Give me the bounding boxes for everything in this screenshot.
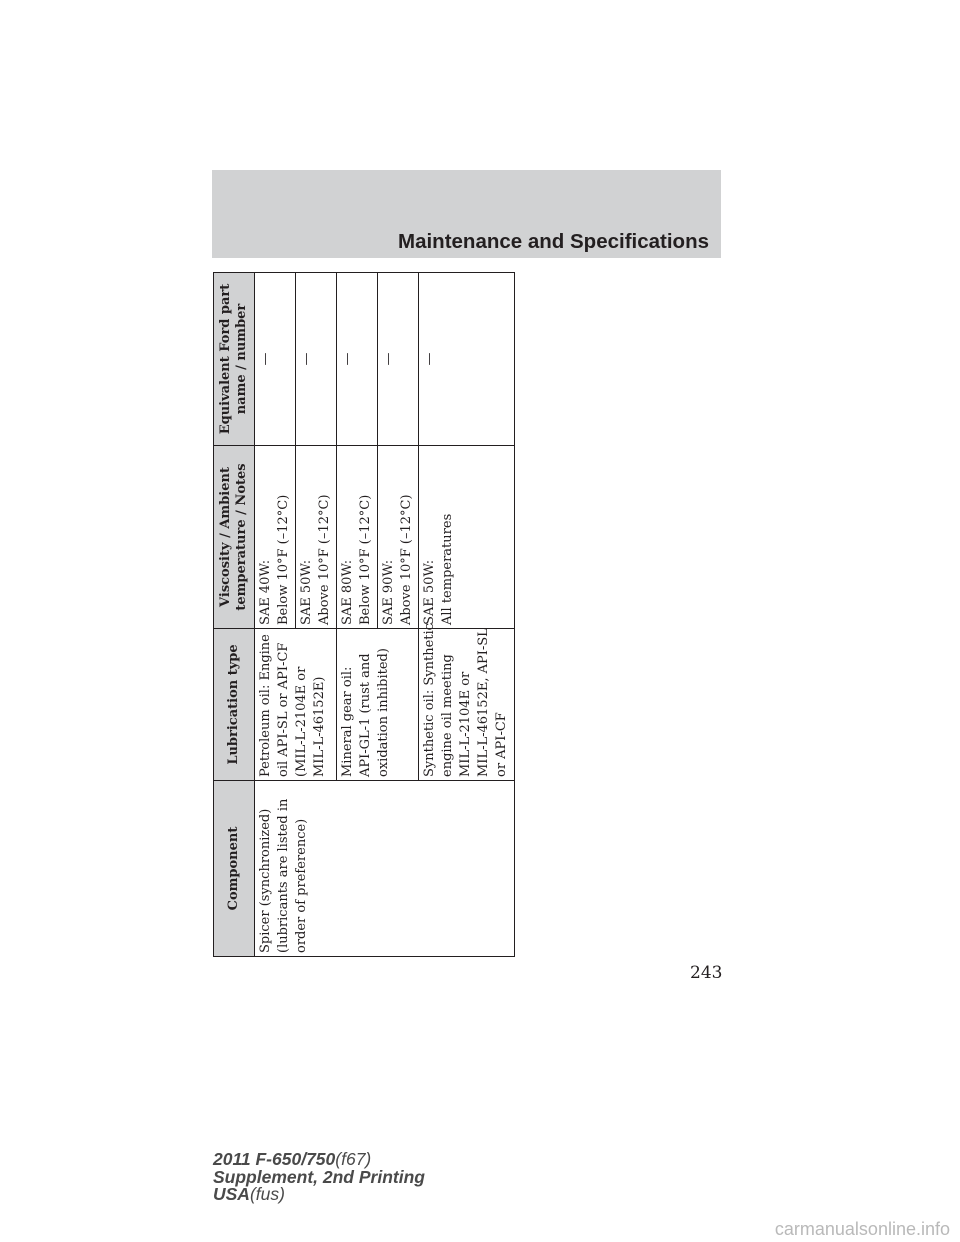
- watermark-link[interactable]: carmanualsonline.info: [774, 1219, 950, 1239]
- viscosity-cell: SAE 90W: Above 10°F (–12°C): [378, 446, 419, 629]
- footer-print-info: [213, 1151, 425, 1204]
- section-title: Maintenance and Specifications: [398, 230, 709, 253]
- ford-part-cell: —: [419, 273, 515, 446]
- component-cell: Spicer (synchronized) (lubricants are listed in order of preference): [255, 781, 515, 957]
- ford-part-cell: —: [378, 273, 419, 446]
- lubricant-table-container: [213, 273, 507, 957]
- table-row: [255, 273, 296, 957]
- viscosity-cell: SAE 80W: Below 10°F (–12°C): [337, 446, 378, 629]
- footer-line-model: 2011 F-650/750(f67): [213, 1149, 372, 1169]
- footer-line-region: USA(fus): [213, 1184, 285, 1204]
- ford-part-cell: —: [296, 273, 337, 446]
- page-number: 243: [690, 963, 723, 983]
- table-header-row: [214, 273, 255, 957]
- column-header-component: Component: [214, 781, 255, 957]
- footer-line-printing: Supplement, 2nd Printing: [213, 1166, 425, 1187]
- column-header-lubrication-type: Lubrication type: [214, 629, 255, 781]
- viscosity-cell: SAE 50W: All temperatures: [419, 446, 515, 629]
- lubricant-table-rotated: [213, 273, 507, 957]
- lubricant-spec-table: [213, 272, 515, 957]
- viscosity-cell: SAE 50W: Above 10°F (–12°C): [296, 446, 337, 629]
- lubrication-cell: Mineral gear oil: API-GL-1 (rust and oxidation inhibited): [337, 629, 419, 781]
- lubrication-cell: Synthetic oil: Synthetic engine oil meeting MIL-L-2104E or MIL-L-46152E, API-SL or API-CF: [419, 629, 515, 781]
- column-header-viscosity: Viscosity / Ambient temperature / Notes: [214, 446, 255, 629]
- column-header-ford-part: Equivalent Ford part name / number: [214, 273, 255, 446]
- section-header-band: [212, 170, 721, 258]
- ford-part-cell: —: [337, 273, 378, 446]
- lubrication-cell: Petroleum oil: Engine oil API-SL or API-CF (MIL-L-2104E or MIL-L-46152E): [255, 629, 337, 781]
- viscosity-cell: SAE 40W: Below 10°F (–12°C): [255, 446, 296, 629]
- ford-part-cell: —: [255, 273, 296, 446]
